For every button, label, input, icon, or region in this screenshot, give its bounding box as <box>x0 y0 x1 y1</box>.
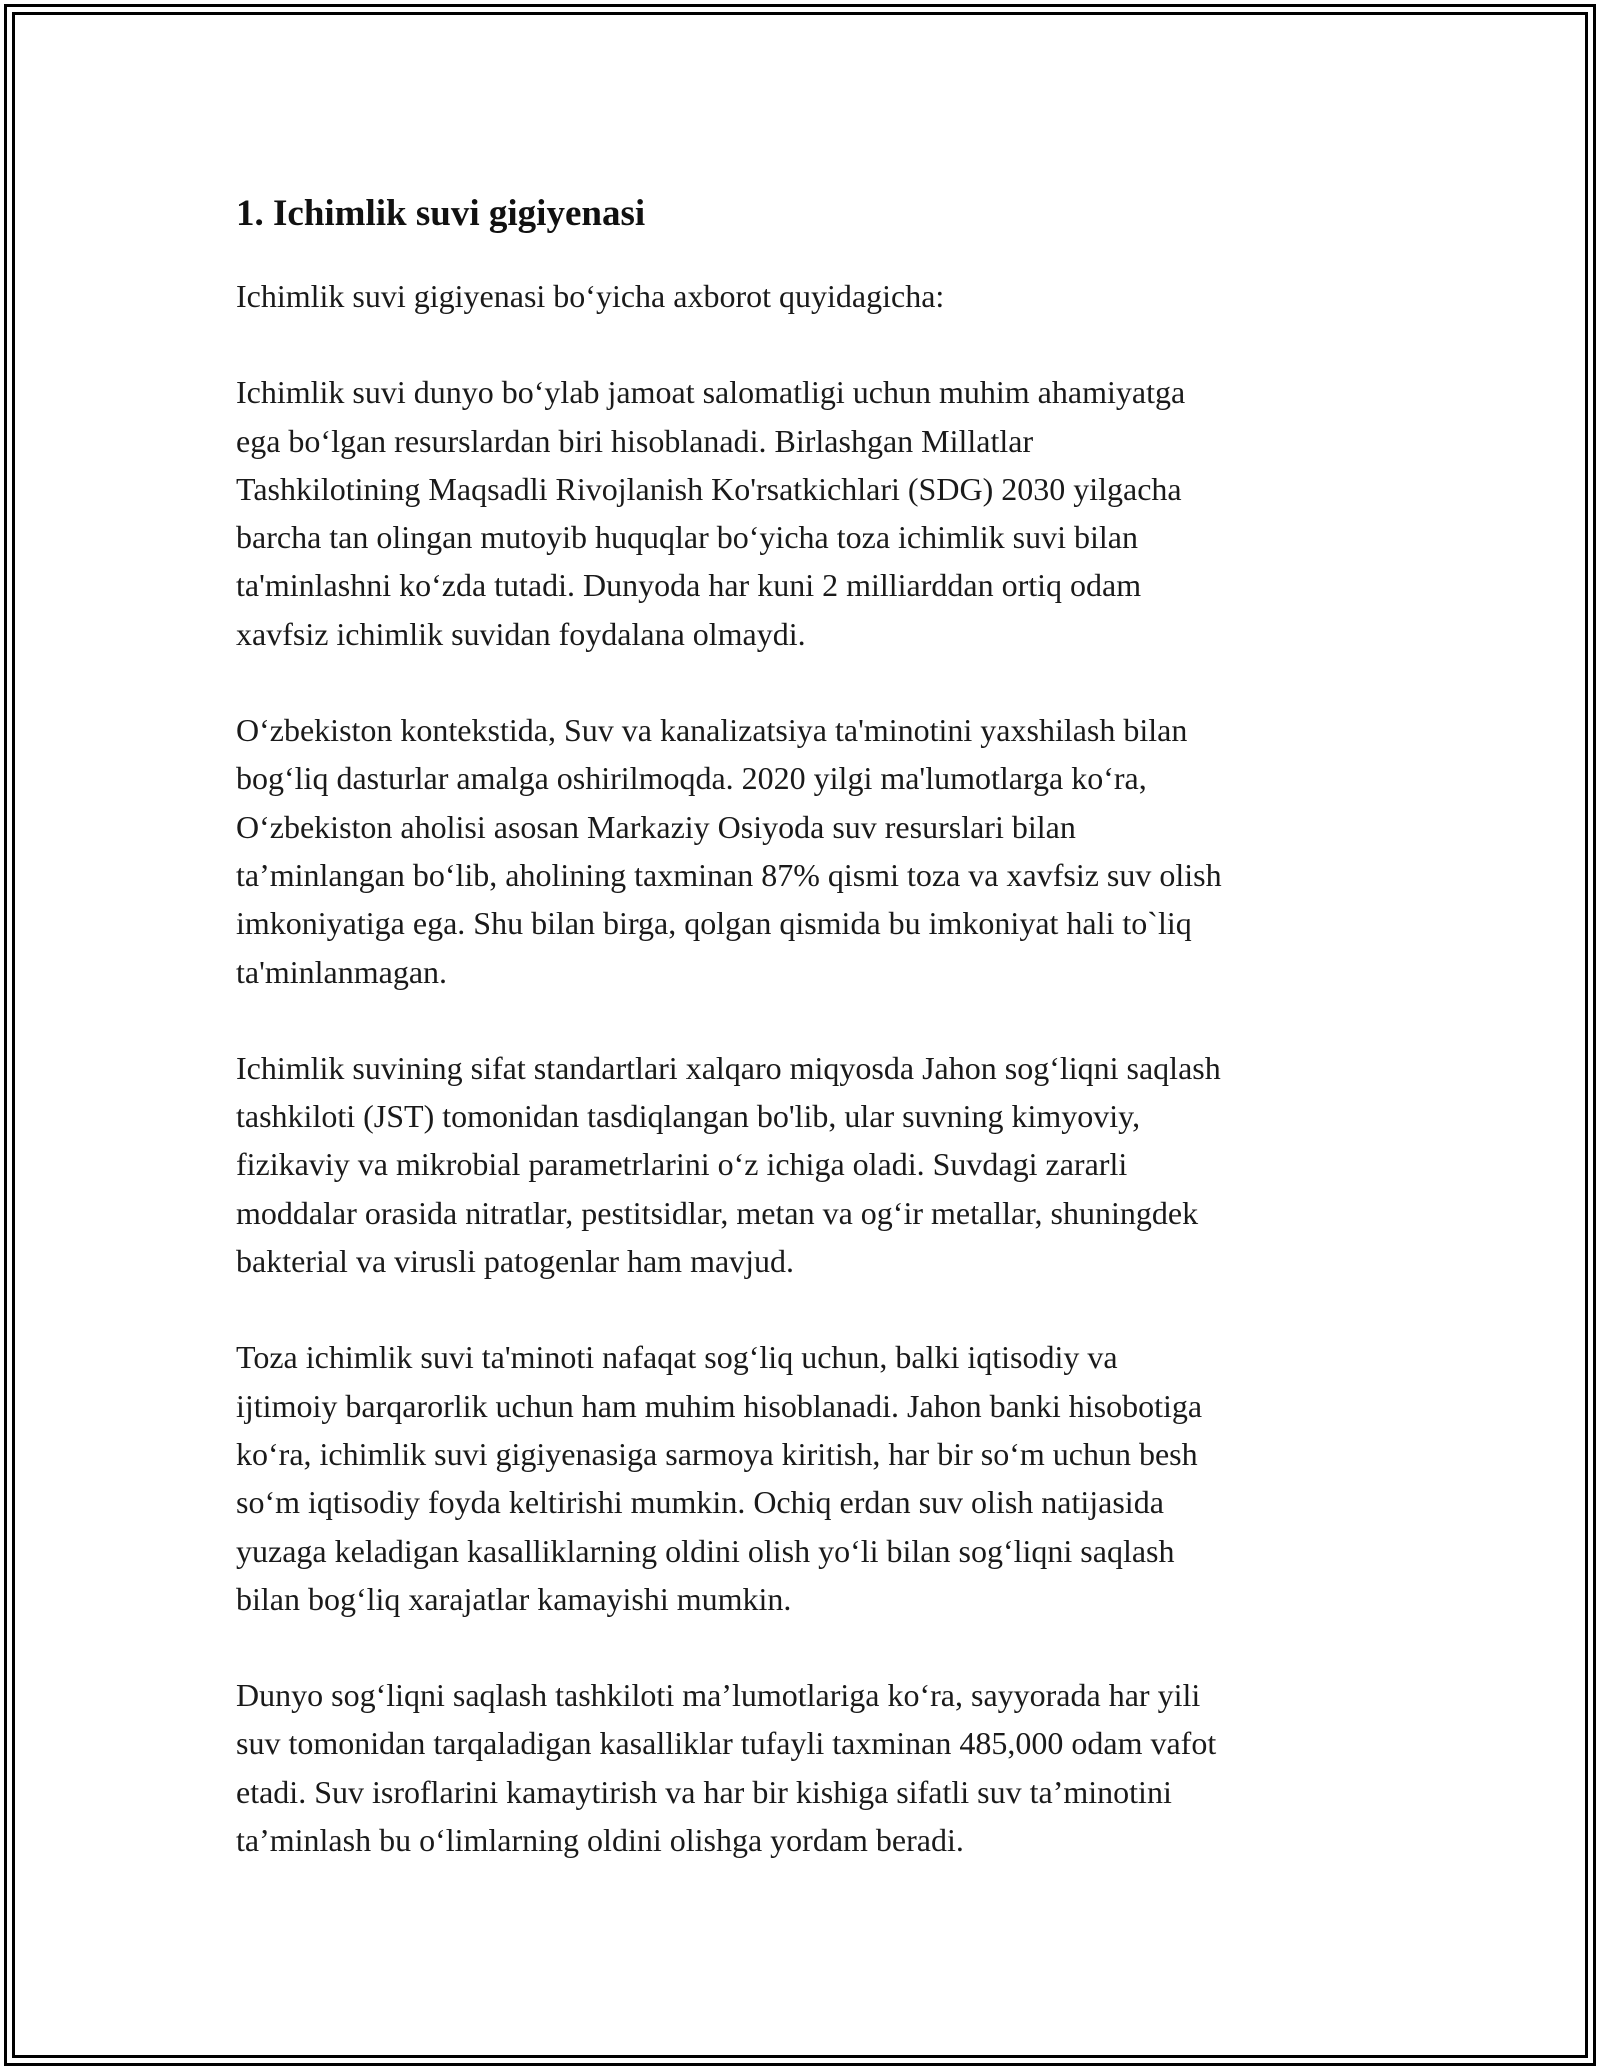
intro-paragraph: Ichimlik suvi gigiyenasi bo‘yicha axborot quyidagicha: <box>236 278 945 314</box>
document-body <box>236 186 1366 1912</box>
paragraph-quality-standards: Ichimlik suvining sifat standartlari xalqaro miqyosda Jahon sog‘liqni saqlash tashkiloti (JST) tomonidan tasdiqlangan bo'lib, ular suvning kimyoviy, fizikaviy va mikrobial parametrlarini o‘z ichiga oladi. Suvdagi zararli moddalar orasida nitratlar, pestitsidlar, metan va og‘ir metallar, shuningdek bakterial va virusli patogenlar ham mavjud. <box>236 1049 1221 1280</box>
paragraph-economic-benefits: Toza ichimlik suvi ta'minoti nafaqat sog‘liq uchun, balki iqtisodiy va ijtimoiy barqarorlik uchun ham muhim hisoblanadi. Jahon banki hisobotiga ko‘ra, ichimlik suvi gigiyenasiga sarmoya kiritish, har bir so‘m uchun besh so‘m iqtisodiy foyda keltirishi mumkin. Ochiq erdan suv olish natijasida yuzaga keladigan kasalliklarning oldini olish yo‘li bilan sog‘liqni saqlash bilan bog‘liq xarajatlar kamayishi mumkin. <box>236 1339 1203 1617</box>
document-title: 1. Ichimlik suvi gigiyenasi <box>236 193 646 234</box>
paragraph-mortality-statistics: Dunyo sog‘liqni saqlash tashkiloti ma’lumotlariga ko‘ra, sayyorada har yili suv tomonidan tarqaladigan kasalliklar tufayli taxminan 485,000 odam vafot etadi. Suv isroflarini kamaytirish va har bir kishiga sifatli suv ta’minotini ta’minlash bu o‘limlarning oldini olishga yordam beradi. <box>236 1677 1217 1859</box>
paragraph-global-water-access: Ichimlik suvi dunyo bo‘ylab jamoat salomatligi uchun muhim ahamiyatga ega bo‘lgan resurslardan biri hisoblanadi. Birlashgan Millatlar Tashkilotining Maqsadli Rivojlanish Ko'rsatkichlari (SDG) 2030 yilgacha barcha tan olingan mutoyib huquqlar bo‘yicha toza ichimlik suvi bilan ta'minlashni ko‘zda tutadi. Dunyoda har kuni 2 milliarddan ortiq odam xavfsiz ichimlik suvidan foydalana olmaydi. <box>236 374 1186 652</box>
paragraph-uzbekistan-context: O‘zbekiston kontekstida, Suv va kanalizatsiya ta'minotini yaxshilash bilan bog‘liq dasturlar amalga oshirilmoqda. 2020 yilgi ma'lumotlarga ko‘ra, O‘zbekiston aholisi asosan Markaziy Osiyoda suv resurslari bilan ta’minlangan bo‘lib, aholining taxminan 87% qismi toza va xavfsiz suv olish imkoniyatiga ega. Shu bilan birga, qolgan qismida bu imkoniyat hali to`liq ta'minlanmagan. <box>236 712 1222 990</box>
